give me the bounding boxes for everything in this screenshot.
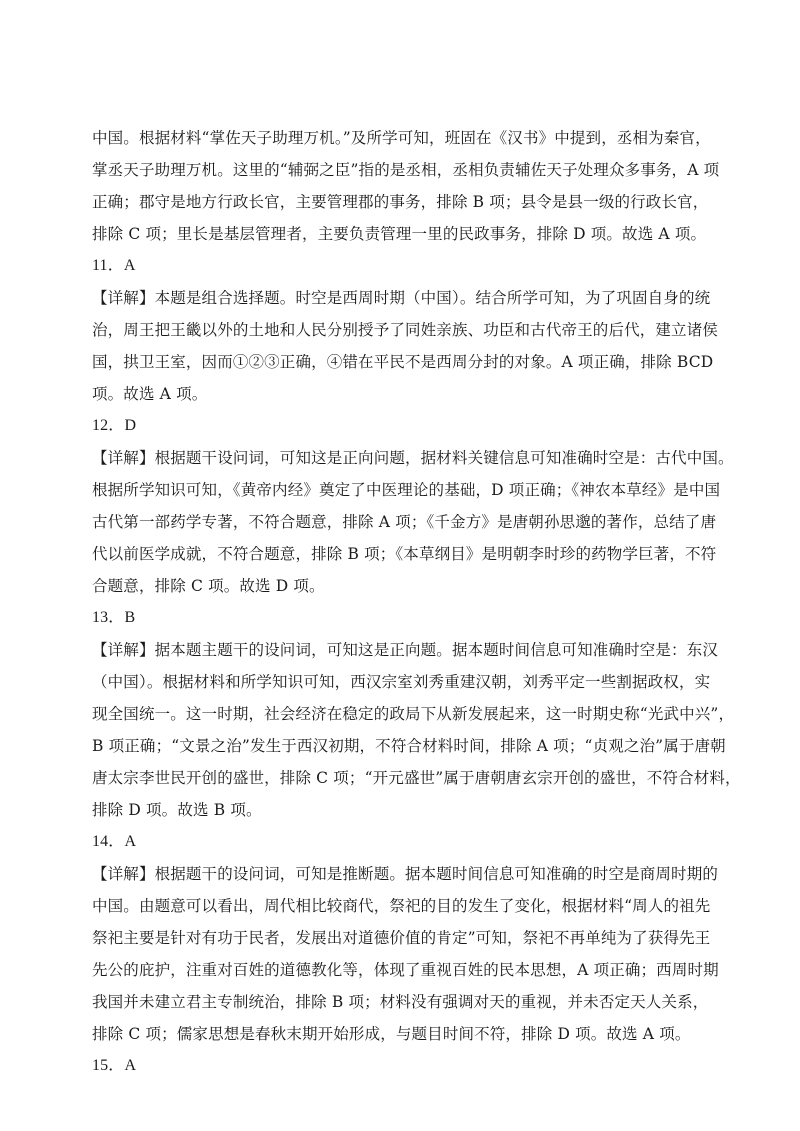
answer-explanations xyxy=(92,122,741,1082)
text-line: B 项正确；“文景之治”发生于西汉初期，不符合材料时间，排除 A 项；“贞观之治”属于唐朝 xyxy=(92,737,726,755)
text-line: 排除 D 项。故选 B 项。 xyxy=(92,801,262,819)
text-line: 现全国统一。这一时期，社会经济在稳定的政局下从新发展起来，这一时期史称“光武中兴”， xyxy=(92,705,735,723)
explanation-paragraph xyxy=(92,282,719,410)
text-line: 【详解】根据题干设问词，可知这是正向问题，据材料关键信息可知准确时空是：古代中国。 xyxy=(92,449,734,467)
text-line: 【详解】据本题主题干的设问词，可知这是正向题。据本题时间信息可知准确时空是：东汉 xyxy=(92,641,719,659)
text-line: 排除 C 项；儒家思想是春秋末期开始形成，与题目时间不符，排除 D 项。故选 A 项。 xyxy=(92,1025,691,1043)
answer-number: 12．D xyxy=(92,417,137,434)
answer-number: 13．B xyxy=(92,609,136,626)
answer-number: 15．A xyxy=(92,1057,137,1074)
text-line: 合题意，排除 C 项。故选 D 项。 xyxy=(92,577,325,595)
explanation-paragraph xyxy=(92,634,741,826)
text-line: 【详解】本题是组合选择题。时空是西周时期（中国）。结合所学可知，为了巩固自身的统 xyxy=(92,289,711,307)
text-line: 唐太宗李世民开创的盛世，排除 C 项；“开元盛世”属于唐朝唐玄宗开创的盛世，不符合材料， xyxy=(92,769,741,787)
text-line: 正确；郡守是地方行政长官，主要管理郡的事务，排除 B 项；县令是县一级的行政长官， xyxy=(92,193,709,211)
explanation-paragraph xyxy=(92,442,734,602)
text-line: 国，拱卫王室，因而①②③正确，④错在平民不是西周分封的对象。A 项正确，排除 BCD xyxy=(92,353,714,371)
answer-number: 11．A xyxy=(92,257,136,274)
text-line: 我国并未建立君主专制统治，排除 B 项；材料没有强调对天的重视，并未否定天人关系， xyxy=(92,993,709,1011)
text-line: 治，周王把王畿以外的土地和人民分别授予了同姓亲族、功臣和古代帝王的后代，建立诸侯 xyxy=(92,321,719,339)
text-line: 项。故选 A 项。 xyxy=(92,385,208,403)
text-line: 根据所学知识可知，《黄帝内经》奠定了中医理论的基础，D 项正确；《神农本草经》是中国 xyxy=(92,481,721,499)
text-line: 排除 C 项；里长是基层管理者，主要负责管理一里的民政事务，排除 D 项。故选 A 项。 xyxy=(92,225,707,243)
text-line: 先公的庇护，注重对百姓的道德教化等，体现了重视百姓的民本思想，A 项正确；西周时期 xyxy=(92,961,719,979)
text-line: 祭祀主要是针对有功于民者，发展出对道德价值的肯定”可知，祭祀不再单纯为了获得先王 xyxy=(92,929,711,947)
text-line: 中国。由题意可以看出，周代相比较商代，祭祀的目的发生了变化，根据材料“周人的祖先 xyxy=(92,897,711,915)
text-line: （中国）。根据材料和所学知识可知，西汉宗室刘秀重建汉朝，刘秀平定一些割据政权，实 xyxy=(92,673,711,691)
answer-number: 14．A xyxy=(92,833,137,850)
text-line: 代以前医学成就，不符合题意，排除 B 项；《本草纲目》是明朝李时珍的药物学巨著，不符 xyxy=(92,545,717,563)
explanation-paragraph xyxy=(92,858,719,1050)
text-line: 古代第一部药学专著，不符合题意，排除 A 项；《千金方》是唐朝孙思邈的著作，总结了唐 xyxy=(92,513,717,531)
explanation-paragraph xyxy=(92,122,720,250)
text-line: 【详解】根据题干的设问词，可知是推断题。据本题时间信息可知准确的时空是商周时期的 xyxy=(92,865,719,883)
text-line: 掌丞天子助理万机。这里的“辅弼之臣”指的是丞相，丞相负责辅佐天子处理众多事务，A 项 xyxy=(92,161,720,179)
text-line: 中国。根据材料“掌佐天子助理万机。”及所学可知，班固在《汉书》中提到，丞相为秦官， xyxy=(92,129,711,147)
